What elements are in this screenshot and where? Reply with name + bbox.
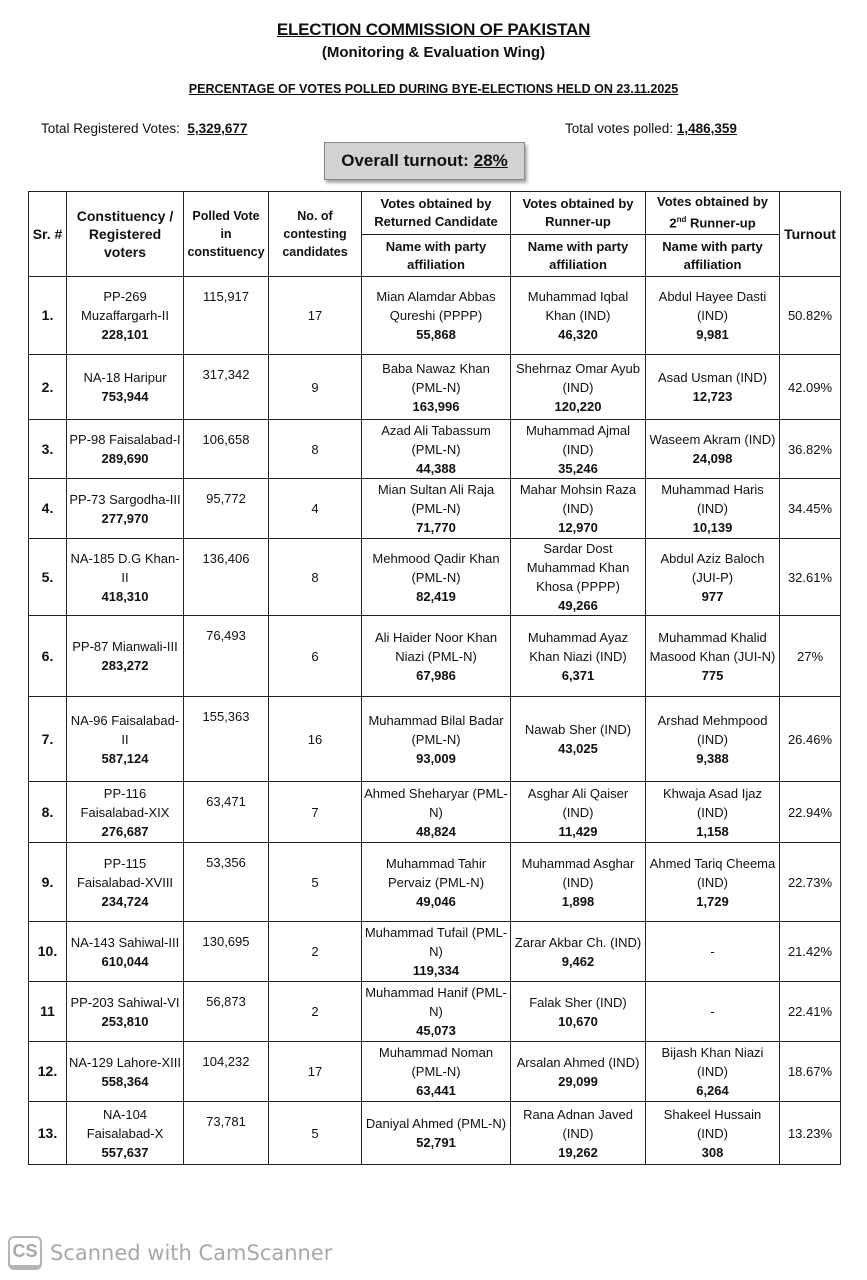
- sr-number: 2.: [41, 378, 54, 395]
- header-turnout: Turnout: [780, 192, 841, 277]
- total-polled-label: Total votes polled:: [565, 121, 674, 136]
- second-runner-votes: 6,264: [696, 1083, 729, 1098]
- second-runner-cell: [646, 479, 780, 539]
- winner-votes: 63,441: [416, 1083, 456, 1098]
- constituency-cell: [67, 697, 184, 782]
- second-runner-cell: [646, 697, 780, 782]
- camscanner-watermark: [8, 1236, 332, 1270]
- turnout-value: 18.67%: [787, 1064, 833, 1079]
- runner-name: Falak Sher (IND): [529, 994, 627, 1010]
- runner-cell: [511, 539, 646, 616]
- runner-cell: [511, 1042, 646, 1102]
- second-runner-votes: 24,098: [692, 451, 733, 466]
- runner-cell: [511, 697, 646, 782]
- polled-cell: [184, 697, 269, 782]
- sr-number: 7.: [41, 730, 54, 747]
- polled-votes: 115,917: [202, 289, 250, 304]
- second-runner-name: Ahmed Tariq Cheema (IND): [649, 855, 776, 890]
- sr-cell: [29, 843, 67, 922]
- polled-votes: 130,695: [202, 934, 250, 949]
- constituency-name: NA-185 D.G Khan-II: [70, 550, 180, 585]
- table-row: [29, 782, 841, 843]
- header-runner-up: Votes obtained by Runner-up: [511, 192, 646, 235]
- header-winner-name-party: Name with party affiliation: [362, 235, 511, 277]
- sr-number: 3.: [41, 440, 54, 457]
- second-runner-cell: [646, 982, 780, 1042]
- sr-number: 9.: [41, 873, 54, 890]
- constituency-name: PP-116 Faisalabad-XIX: [80, 785, 170, 820]
- turnout-value: 22.41%: [787, 1004, 833, 1019]
- sr-cell: [29, 922, 67, 982]
- polled-cell: [184, 982, 269, 1042]
- polled-cell: [184, 277, 269, 355]
- runner-votes: 29,099: [558, 1073, 598, 1089]
- constituency-cell: [67, 982, 184, 1042]
- constituency-name: NA-104 Faisalabad-X: [86, 1106, 164, 1141]
- polled-cell: [184, 355, 269, 420]
- sr-number: 12.: [37, 1063, 58, 1079]
- winner-cell: [362, 420, 511, 479]
- constituency-cell: [67, 539, 184, 616]
- turnout-value: 42.09%: [787, 379, 833, 395]
- second-runner-name: Asad Usman (IND): [657, 370, 768, 385]
- turnout-cell: [780, 922, 841, 982]
- table-row: [29, 616, 841, 697]
- winner-name: Muhammad Tahir Pervaiz (PML-N): [385, 855, 487, 890]
- constituency-cell: [67, 922, 184, 982]
- winner-votes: 55,868: [416, 327, 456, 342]
- winner-cell: [362, 616, 511, 697]
- turnout-cell: [780, 355, 841, 420]
- registered-voters: 283,272: [101, 658, 149, 673]
- registered-voters: 753,944: [101, 389, 149, 404]
- winner-votes: 163,996: [412, 398, 460, 414]
- registered-voters: 228,101: [101, 327, 149, 342]
- polled-cell: [184, 616, 269, 697]
- turnout-cell: [780, 843, 841, 922]
- polled-cell: [184, 782, 269, 843]
- runner-votes: 11,429: [558, 823, 598, 839]
- winner-name: Ahmed Sheharyar (PML-N): [364, 785, 508, 820]
- sr-number: 11: [40, 1003, 55, 1019]
- sr-cell: [29, 277, 67, 355]
- runner-name: Arsalan Ahmed (IND): [516, 1054, 640, 1070]
- overall-turnout-label: Overall turnout:: [341, 151, 469, 170]
- table-row: [29, 922, 841, 982]
- contesting-count: 5: [311, 874, 319, 890]
- turnout-cell: [780, 1042, 841, 1102]
- winner-name: Muhammad Noman (PML-N): [378, 1045, 494, 1079]
- polled-votes: 95,772: [206, 491, 246, 506]
- header-polled: Polled Vote in constituency: [184, 192, 269, 277]
- turnout-value: 36.82%: [787, 441, 833, 457]
- table-row: [29, 1102, 841, 1165]
- constituency-name: PP-269 Muzaffargarh-II: [81, 289, 169, 323]
- second-runner-name: Abdul Hayee Dasti (IND): [658, 289, 767, 323]
- contesting-count: 5: [311, 1125, 319, 1141]
- constituency-cell: [67, 782, 184, 843]
- header-constituency: Constituency / Registered voters: [67, 192, 184, 277]
- second-runner-votes: 12,723: [692, 389, 733, 404]
- runner-cell: [511, 782, 646, 843]
- wing-subtitle: (Monitoring & Evaluation Wing): [321, 44, 546, 61]
- second-runner-name: Muhammad Haris (IND): [661, 482, 764, 516]
- winner-votes: 45,073: [416, 1023, 456, 1038]
- header-contesting: No. of contesting candidates: [269, 192, 362, 277]
- second-runner-cell: [646, 782, 780, 843]
- constituency-cell: [67, 277, 184, 355]
- sr-cell: [29, 697, 67, 782]
- winner-name: Mian Alamdar Abbas Qureshi (PPPP): [376, 289, 496, 323]
- turnout-cell: [780, 277, 841, 355]
- total-registered-label: Total Registered Votes:: [41, 121, 180, 136]
- winner-cell: [362, 1042, 511, 1102]
- second-runner-name: Khwaja Asad Ijaz (IND): [662, 785, 762, 820]
- second-runner-votes: 9,388: [696, 750, 729, 766]
- polled-votes: 317,342: [202, 367, 250, 382]
- runner-name: Nawab Sher (IND): [524, 722, 632, 737]
- polled-cell: [184, 420, 269, 479]
- turnout-cell: [780, 1102, 841, 1165]
- runner-cell: [511, 843, 646, 922]
- constituency-name: PP-115 Faisalabad-XVIII: [76, 855, 174, 890]
- winner-cell: [362, 479, 511, 539]
- constituency-name: NA-96 Faisalabad-II: [70, 712, 180, 747]
- contesting-count: 2: [311, 1004, 319, 1019]
- runner-name: Muhammad Ayaz Khan Niazi (IND): [527, 629, 629, 664]
- second-runner-votes: 977: [701, 588, 724, 604]
- contesting-cell: [269, 355, 362, 420]
- registered-voters: 253,810: [101, 1013, 149, 1029]
- winner-name: Daniyal Ahmed (PML-N): [365, 1116, 507, 1131]
- runner-cell: [511, 922, 646, 982]
- table-row: [29, 982, 841, 1042]
- polled-votes: 104,232: [202, 1054, 250, 1069]
- runner-name: Zarar Akbar Ch. (IND): [514, 934, 642, 950]
- constituency-cell: [67, 479, 184, 539]
- contesting-count: 7: [311, 804, 319, 820]
- turnout-cell: [780, 697, 841, 782]
- second-runner-cell: [646, 922, 780, 982]
- contesting-cell: [269, 539, 362, 616]
- runner-votes: 120,220: [554, 398, 602, 414]
- runner-votes: 1,898: [561, 893, 595, 909]
- runner-name: Rana Adnan Javed (IND): [523, 1106, 633, 1141]
- total-registered: [41, 121, 247, 136]
- runner-name: Sardar Dost Muhammad Khan Khosa (PPPP): [526, 541, 630, 594]
- polled-cell: [184, 479, 269, 539]
- header-runner-name-party: Name with party affiliation: [511, 235, 646, 277]
- sr-cell: [29, 616, 67, 697]
- contesting-count: 4: [311, 501, 319, 516]
- header-sr: Sr. #: [29, 192, 67, 277]
- runner-votes: 35,246: [558, 460, 598, 476]
- turnout-cell: [780, 782, 841, 843]
- winner-cell: [362, 277, 511, 355]
- constituency-name: PP-98 Faisalabad-I: [69, 432, 181, 447]
- turnout-value: 22.73%: [787, 874, 833, 890]
- turnout-cell: [780, 616, 841, 697]
- sr-number: 13.: [37, 1124, 58, 1141]
- runner-votes: 49,266: [558, 598, 598, 613]
- contesting-count: 6: [311, 648, 319, 664]
- turnout-value: 26.46%: [787, 731, 833, 747]
- turnout-value: 50.82%: [787, 308, 833, 323]
- table-row: [29, 539, 841, 616]
- turnout-cell: [780, 982, 841, 1042]
- runner-name: Muhammad Asghar (IND): [521, 855, 635, 890]
- constituency-name: PP-73 Sargodha-III: [69, 491, 181, 507]
- contesting-cell: [269, 782, 362, 843]
- second-runner-cell: [646, 277, 780, 355]
- polled-votes: 76,493: [206, 628, 246, 643]
- winner-votes: 48,824: [416, 823, 456, 839]
- polled-cell: [184, 1102, 269, 1165]
- sr-cell: [29, 982, 67, 1042]
- polled-cell: [184, 539, 269, 616]
- table-row: [29, 843, 841, 922]
- runner-votes: 19,262: [558, 1144, 598, 1160]
- constituency-name: PP-203 Sahiwal-VI: [70, 994, 180, 1010]
- polled-votes: 56,873: [206, 994, 246, 1009]
- runner-name: Muhammad Ajmal (IND): [525, 422, 631, 457]
- sr-number: 10.: [37, 943, 58, 959]
- second-runner-name: Waseem Akram (IND): [649, 432, 776, 447]
- contesting-count: 16: [307, 731, 323, 747]
- second-runner-votes: 9,981: [696, 327, 729, 342]
- runner-name: Asghar Ali Qaiser (IND): [527, 785, 629, 820]
- second-runner-name: Arshad Mehmpood (IND): [657, 712, 768, 747]
- constituency-cell: [67, 420, 184, 479]
- registered-voters: 587,124: [101, 750, 149, 766]
- runner-cell: [511, 1102, 646, 1165]
- winner-cell: [362, 355, 511, 420]
- constituency-name: NA-18 Haripur: [83, 370, 167, 385]
- polled-votes: 136,406: [202, 551, 250, 566]
- registered-voters: 234,724: [101, 893, 149, 909]
- turnout-cell: [780, 539, 841, 616]
- contesting-count: 2: [311, 944, 319, 959]
- constituency-name: NA-129 Lahore-XIII: [69, 1054, 182, 1070]
- winner-votes: 119,334: [412, 963, 460, 978]
- overall-turnout-box: [324, 142, 525, 180]
- header-second-runner-up: Votes obtained by 2nd Runner-up: [646, 192, 780, 235]
- registered-voters: 610,044: [101, 953, 149, 969]
- total-polled: [565, 121, 737, 136]
- table-row: [29, 420, 841, 479]
- registered-voters: 289,690: [101, 451, 149, 466]
- sr-number: 4.: [41, 500, 54, 516]
- camscanner-text: Scanned with CamScanner: [50, 1241, 333, 1265]
- second-runner-name: Muhammad Khalid Masood Khan (JUI-N): [649, 629, 776, 664]
- winner-name: Mehmood Qadir Khan (PML-N): [372, 550, 500, 585]
- contesting-cell: [269, 1042, 362, 1102]
- winner-cell: [362, 1102, 511, 1165]
- organization-title: ELECTION COMMISSION OF PAKISTAN: [276, 20, 591, 39]
- turnout-value: 13.23%: [787, 1125, 833, 1141]
- sr-number: 6.: [41, 647, 54, 664]
- sr-number: 5.: [41, 568, 54, 585]
- polled-votes: 73,781: [206, 1114, 246, 1129]
- constituency-cell: [67, 1102, 184, 1165]
- runner-name: Shehrnaz Omar Ayub (IND): [515, 360, 641, 395]
- contesting-cell: [269, 922, 362, 982]
- table-row: [29, 697, 841, 782]
- constituency-name: PP-87 Mianwali-III: [72, 639, 178, 654]
- contesting-cell: [269, 616, 362, 697]
- runner-cell: [511, 355, 646, 420]
- contesting-cell: [269, 420, 362, 479]
- table-row: [29, 277, 841, 355]
- second-runner-name: -: [710, 944, 715, 959]
- second-runner-name: Bijash Khan Niazi (IND): [661, 1045, 764, 1079]
- sr-cell: [29, 420, 67, 479]
- constituency-name: NA-143 Sahiwal-III: [70, 934, 180, 950]
- second-runner-name: Shakeel Hussain (IND): [663, 1106, 762, 1141]
- second-runner-votes: 1,729: [696, 893, 729, 909]
- table-row: [29, 1042, 841, 1102]
- winner-cell: [362, 982, 511, 1042]
- second-runner-votes: 308: [701, 1144, 724, 1160]
- second-runner-cell: [646, 843, 780, 922]
- winner-name: Baba Nawaz Khan (PML-N): [382, 360, 490, 395]
- contesting-count: 17: [307, 308, 323, 323]
- second-runner-votes: 1,158: [696, 823, 729, 839]
- second-runner-cell: [646, 1042, 780, 1102]
- table-row: [29, 355, 841, 420]
- second-runner-votes: 10,139: [692, 520, 733, 535]
- turnout-value: 21.42%: [787, 944, 833, 959]
- constituency-cell: [67, 616, 184, 697]
- camscanner-logo-icon: CS: [8, 1236, 42, 1270]
- overall-turnout-value: 28%: [473, 151, 508, 170]
- contesting-count: 9: [311, 379, 319, 395]
- winner-cell: [362, 922, 511, 982]
- sr-cell: [29, 539, 67, 616]
- sr-cell: [29, 782, 67, 843]
- winner-cell: [362, 843, 511, 922]
- winner-name: Muhammad Bilal Badar (PML-N): [368, 712, 504, 747]
- second-runner-cell: [646, 420, 780, 479]
- runner-votes: 6,371: [561, 667, 595, 683]
- runner-votes: 46,320: [558, 327, 598, 342]
- runner-cell: [511, 982, 646, 1042]
- runner-votes: 10,670: [558, 1013, 598, 1029]
- second-runner-name: Abdul Aziz Baloch (JUI-P): [660, 550, 765, 585]
- runner-cell: [511, 277, 646, 355]
- constituency-cell: [67, 355, 184, 420]
- results-table-body: [29, 277, 841, 1165]
- contesting-cell: [269, 479, 362, 539]
- sr-number: 1.: [41, 307, 54, 323]
- contesting-cell: [269, 277, 362, 355]
- results-table: [28, 191, 841, 1165]
- contesting-cell: [269, 697, 362, 782]
- turnout-cell: [780, 420, 841, 479]
- runner-name: Mahar Mohsin Raza (IND): [519, 482, 637, 516]
- polled-votes: 53,356: [206, 855, 246, 870]
- winner-cell: [362, 697, 511, 782]
- polled-votes: 63,471: [206, 794, 246, 809]
- constituency-cell: [67, 1042, 184, 1102]
- winner-votes: 44,388: [416, 460, 456, 476]
- winner-name: Ali Haider Noor Khan Niazi (PML-N): [374, 629, 498, 664]
- constituency-cell: [67, 843, 184, 922]
- polled-votes: 106,658: [202, 432, 250, 447]
- contesting-cell: [269, 843, 362, 922]
- polled-cell: [184, 1042, 269, 1102]
- document-title: PERCENTAGE OF VOTES POLLED DURING BYE-ELECTIONS HELD ON 23.11.2025: [188, 82, 679, 96]
- polled-votes: 155,363: [202, 709, 250, 724]
- total-polled-value: 1,486,359: [676, 121, 737, 136]
- winner-votes: 93,009: [416, 750, 456, 766]
- registered-voters: 276,687: [101, 823, 149, 839]
- runner-votes: 12,970: [558, 520, 598, 535]
- turnout-value: 27%: [796, 648, 824, 664]
- winner-cell: [362, 782, 511, 843]
- runner-cell: [511, 420, 646, 479]
- sr-cell: [29, 1042, 67, 1102]
- second-runner-name: -: [710, 1004, 715, 1019]
- runner-cell: [511, 479, 646, 539]
- winner-votes: 82,419: [416, 588, 456, 604]
- contesting-count: 8: [311, 569, 319, 585]
- second-runner-cell: [646, 616, 780, 697]
- sr-number: 8.: [41, 803, 54, 820]
- runner-votes: 43,025: [558, 741, 598, 756]
- table-row: [29, 479, 841, 539]
- total-registered-value: 5,329,677: [187, 121, 248, 136]
- second-runner-cell: [646, 539, 780, 616]
- winner-name: Azad Ali Tabassum (PML-N): [381, 422, 491, 457]
- sr-cell: [29, 479, 67, 539]
- second-runner-cell: [646, 355, 780, 420]
- turnout-cell: [780, 479, 841, 539]
- second-runner-votes: 775: [701, 667, 724, 683]
- header-second-name-party: Name with party affiliation: [646, 235, 780, 277]
- contesting-count: 17: [307, 1064, 323, 1079]
- turnout-value: 32.61%: [787, 569, 833, 585]
- registered-voters: 557,637: [101, 1144, 149, 1160]
- turnout-value: 34.45%: [787, 501, 833, 516]
- sr-cell: [29, 1102, 67, 1165]
- sr-cell: [29, 355, 67, 420]
- winner-cell: [362, 539, 511, 616]
- contesting-cell: [269, 1102, 362, 1165]
- registered-voters: 277,970: [101, 510, 149, 526]
- registered-voters: 558,364: [101, 1073, 149, 1089]
- contesting-count: 8: [311, 441, 319, 457]
- winner-votes: 49,046: [416, 893, 456, 909]
- contesting-cell: [269, 982, 362, 1042]
- second-runner-cell: [646, 1102, 780, 1165]
- header-winner: Votes obtained by Returned Candidate: [362, 192, 511, 235]
- registered-voters: 418,310: [101, 588, 149, 604]
- winner-name: Mian Sultan Ali Raja (PML-N): [377, 482, 495, 516]
- winner-votes: 52,791: [416, 1135, 456, 1150]
- winner-name: Muhammad Tufail (PML-N): [364, 925, 508, 959]
- winner-votes: 67,986: [416, 667, 456, 683]
- runner-votes: 9,462: [561, 953, 595, 969]
- winner-name: Muhammad Hanif (PML-N): [365, 985, 507, 1019]
- turnout-value: 22.94%: [787, 804, 833, 820]
- runner-name: Muhammad Iqbal Khan (IND): [527, 289, 629, 323]
- polled-cell: [184, 922, 269, 982]
- winner-votes: 71,770: [416, 520, 456, 535]
- runner-cell: [511, 616, 646, 697]
- polled-cell: [184, 843, 269, 922]
